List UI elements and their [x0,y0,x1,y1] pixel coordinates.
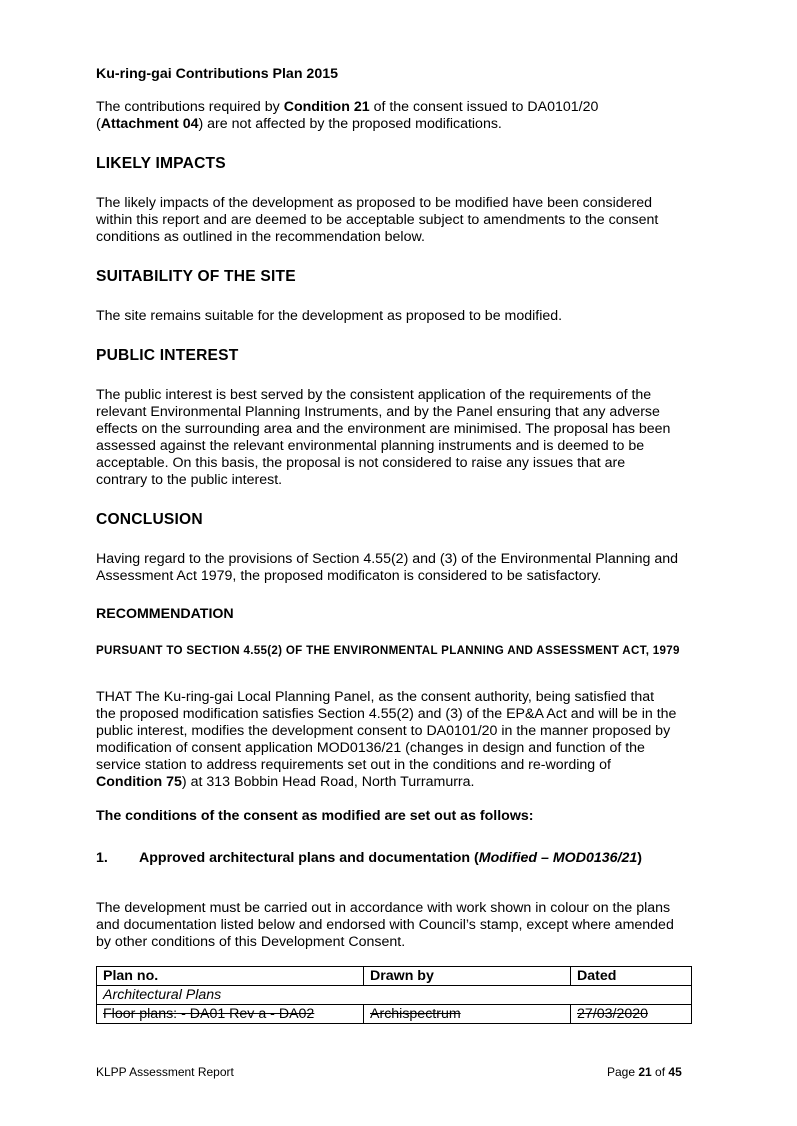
footer-page-word: Page [607,1065,639,1079]
public-line: assessed against the relevant environmental planning instruments and is deemed to be [96,438,645,454]
recommendation-heading: RECOMMENDATION [96,606,234,622]
condition-1-title-text: Approved architectural plans and documentation ( [139,850,479,866]
likely-line: The likely impacts of the development as proposed to be modified have been considered [96,195,653,211]
condition-1-line: by other conditions of this Development Consent. [96,934,406,950]
likely-impacts-heading: LIKELY IMPACTS [96,155,226,172]
conclusion-heading: CONCLUSION [96,511,203,528]
condition-1-paragraph [96,900,716,951]
conclusion-line: Assessment Act 1979, the proposed modificaton is considered to be satisfactory. [96,568,602,584]
table-section-row [97,986,692,1005]
public-interest-heading: PUBLIC INTEREST [96,347,239,364]
table-header-dated: Dated [571,967,692,986]
recommendation-line: service station to address requirements set out in the conditions and re-wording of [96,757,611,773]
conclusion-line: Having regard to the provisions of Section 4.55(2) and (3) of the Environmental Planning and [96,551,679,567]
plans-table [96,966,692,1024]
table-section-architectural: Architectural Plans [97,986,692,1005]
public-line: relevant Environmental Planning Instruments, and by the Panel ensuring that any adverse [96,404,660,420]
table-cell-dated: 27/03/2020 [571,1005,692,1024]
suitability-paragraph: The site remains suitable for the development as proposed to be modified. [96,308,563,324]
table-cell-drawn-by: Archispectrum [364,1005,571,1024]
condition-75-ref: Condition 75 [96,774,182,790]
contributions-text-3: ( [96,116,101,132]
recommendation-line: the proposed modification satisfies Section 4.55(2) and (3) of the EP&A Act and will be in the [96,706,677,722]
likely-impacts-paragraph [96,195,716,246]
public-line: effects on the surrounding area and the environment are minimised. The proposal has been [96,421,671,437]
public-line: contrary to the public interest. [96,472,283,488]
recommendation-paragraph [96,689,716,791]
table-header-row [97,967,692,986]
condition-number: 1. [96,850,108,866]
condition-1-line: The development must be carried out in accordance with work shown in colour on the plans [96,900,671,916]
recommendation-line-tail: ) at 313 Bobbin Head Road, North Turramurra. [181,774,475,790]
condition-1-line: and documentation listed below and endorsed with Council’s stamp, except where amended [96,917,674,933]
condition-1-title [139,850,642,867]
contributions-text-4: ) are not affected by the proposed modifications. [198,116,502,132]
contributions-text-1: The contributions required by [96,99,284,115]
public-line: acceptable. On this basis, the proposal is not considered to raise any issues that are [96,455,626,471]
table-cell-plan-no: Floor plans: - DA01 Rev a - DA02 [97,1005,364,1024]
footer-page-number [607,1064,682,1080]
recommendation-subheading: PURSUANT TO SECTION 4.55(2) OF THE ENVIRONMENTAL PLANNING AND ASSESSMENT ACT, 1979 [96,644,680,657]
likely-line: conditions as outlined in the recommendation below. [96,229,425,245]
footer-current-page: 21 [638,1065,652,1079]
condition-1-title-close: ) [637,850,642,866]
contributions-heading: Ku-ring-gai Contributions Plan 2015 [96,66,338,82]
likely-line: within this report and are deemed to be acceptable subject to amendments to the consent [96,212,659,228]
contributions-paragraph [96,99,716,133]
public-line: The public interest is best served by the consistent application of the requirements of the [96,387,652,403]
attachment-04-ref: Attachment 04 [100,116,199,132]
conclusion-paragraph [96,551,716,585]
table-header-drawn-by: Drawn by [364,967,571,986]
table-row [97,1005,692,1024]
conditions-intro: The conditions of the consent as modified are set out as follows: [96,808,534,824]
footer-report-name: KLPP Assessment Report [96,1065,234,1079]
recommendation-line: modification of consent application MOD0136/21 (changes in design and function of the [96,740,645,756]
recommendation-line: public interest, modifies the development consent to DA0101/20 in the manner proposed by [96,723,671,739]
recommendation-line: THAT The Ku-ring-gai Local Planning Panel, as the consent authority, being satisfied that [96,689,655,705]
footer-of-word: of [651,1065,669,1079]
condition-21-ref: Condition 21 [283,99,370,115]
table-header-plan-no: Plan no. [97,967,364,986]
contributions-text-2: of the consent issued to DA0101/20 [369,99,599,115]
public-interest-paragraph [96,387,716,489]
recommendation-line [96,774,716,791]
condition-1-modified: Modified – MOD0136/21 [478,850,638,866]
footer-total-pages: 45 [668,1065,682,1079]
suitability-heading: SUITABILITY OF THE SITE [96,268,296,285]
